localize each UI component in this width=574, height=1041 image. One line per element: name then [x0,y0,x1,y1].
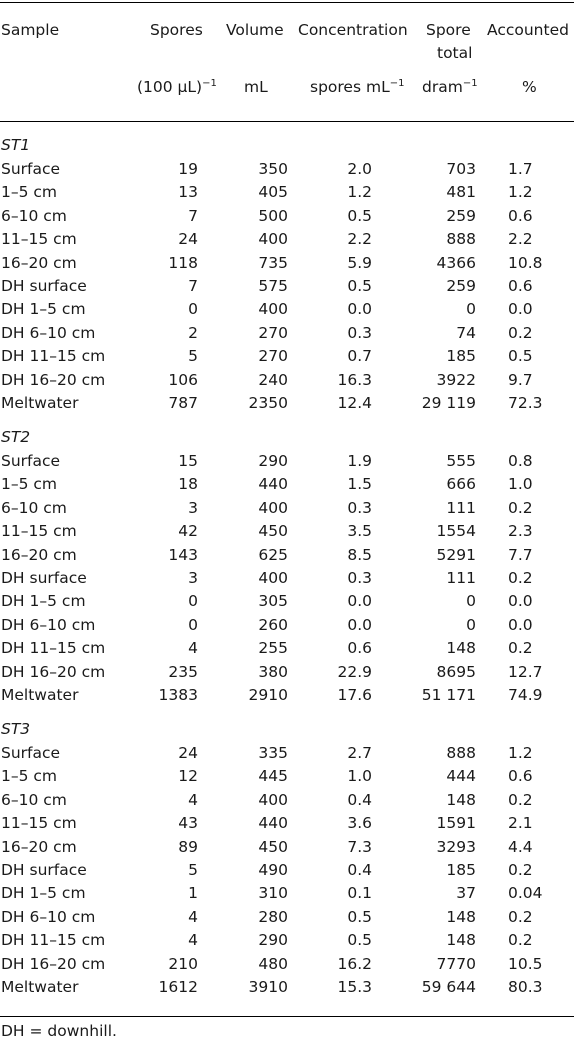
cell-volume: 290 [258,931,288,950]
cell-concentration: 0.4 [347,790,372,809]
cell-spore-total: 0 [466,300,476,319]
header-concentration: Concentration [298,21,408,39]
cell-sample: 6–10 cm [1,498,67,517]
cell-spores: 210 [168,954,198,973]
cell-sample: Surface [1,744,61,762]
cell-accounted: 0.2 [508,861,533,879]
table-row [0,766,574,789]
cell-accounted: 0.2 [508,498,533,517]
cell-sample: DH 6–10 cm [1,615,96,634]
cell-spore-total: 1554 [436,522,476,541]
cell-sample: DH 1–5 cm [1,884,86,903]
unit-concentration [310,77,404,97]
table-row [0,813,574,836]
unit-volume: mL [244,78,268,96]
cell-accounted: 0.0 [508,300,533,319]
cell-spore-total: 51 171 [421,686,476,704]
unit-spores [137,77,217,97]
cell-volume: 270 [258,323,288,342]
table-top-rule [0,2,574,3]
table-footnote: DH = downhill. [1,1022,117,1040]
cell-concentration: 0.5 [347,931,372,950]
cell-spores: 5 [188,347,198,366]
cell-sample: DH 11–15 cm [1,931,106,950]
cell-spore-total: 4366 [436,253,476,272]
table-row [0,907,574,930]
cell-spore-total: 5291 [436,545,476,564]
cell-spore-total: 259 [446,277,476,295]
cell-concentration: 1.9 [347,452,372,470]
cell-spores: 118 [168,253,198,272]
cell-accounted: 0.5 [508,347,533,366]
cell-spore-total: 555 [446,452,476,470]
cell-spore-total: 8695 [436,662,476,681]
cell-accounted: 1.2 [508,183,533,202]
table-row [0,837,574,860]
cell-accounted: 0.2 [508,569,533,587]
cell-spore-total: 444 [446,767,476,786]
cell-sample: DH 6–10 cm [1,323,96,342]
cell-spores: 43 [178,814,198,833]
cell-concentration: 0.0 [347,592,372,611]
cell-accounted: 0.2 [508,323,533,342]
cell-sample: 6–10 cm [1,206,67,225]
cell-accounted: 2.2 [508,230,533,249]
cell-spores: 18 [178,475,198,494]
cell-accounted: 0.2 [508,790,533,809]
cell-spore-total: 148 [446,790,476,809]
cell-volume: 240 [258,370,288,389]
unit-accounted: % [522,78,537,96]
cell-volume: 500 [258,206,288,225]
cell-spore-total: 185 [446,861,476,879]
cell-volume: 350 [258,160,288,178]
table-row [0,883,574,906]
cell-spores: 7 [188,277,198,295]
cell-volume: 335 [258,744,288,762]
cell-spores: 0 [188,300,198,319]
cell-spores: 1383 [158,686,198,704]
cell-sample: DH surface [1,277,87,295]
cell-spores: 0 [188,615,198,634]
cell-accounted: 0.2 [508,639,533,658]
cell-volume: 290 [258,452,288,470]
cell-sample: 6–10 cm [1,790,67,809]
cell-concentration: 16.2 [337,954,372,973]
table-row [0,498,574,521]
cell-spore-total: 148 [446,907,476,926]
table-row [0,743,574,766]
cell-volume: 405 [258,183,288,202]
cell-spore-total: 59 644 [421,978,476,996]
table-row [0,685,574,708]
table-row [0,591,574,614]
cell-spores: 143 [168,545,198,564]
cell-accounted: 9.7 [508,370,533,389]
table-row [0,662,574,685]
cell-sample: DH 11–15 cm [1,347,106,366]
cell-spore-total: 481 [446,183,476,202]
cell-volume: 440 [258,475,288,494]
unit-concentration-text: spores mL [310,78,390,96]
cell-accounted: 0.6 [508,277,533,295]
cell-concentration: 0.5 [347,206,372,225]
cell-accounted: 0.2 [508,907,533,926]
cell-concentration: 0.3 [347,569,372,587]
cell-accounted: 0.6 [508,206,533,225]
cell-spores: 4 [188,790,198,809]
cell-spore-total: 29 119 [421,394,476,412]
cell-spores: 4 [188,931,198,950]
cell-concentration: 0.6 [347,639,372,658]
cell-concentration: 0.7 [347,347,372,366]
cell-volume: 2350 [248,394,288,412]
cell-spore-total: 703 [446,160,476,178]
cell-spore-total: 3293 [436,837,476,856]
cell-accounted: 1.2 [508,744,533,762]
cell-spores: 2 [188,323,198,342]
cell-concentration: 8.5 [347,545,372,564]
cell-sample: 1–5 cm [1,767,58,786]
cell-sample: 1–5 cm [1,475,58,494]
table-bottom-rule [0,1016,574,1017]
cell-sample: Surface [1,160,61,178]
cell-concentration: 16.3 [337,370,372,389]
table-row [0,568,574,591]
cell-spore-total: 111 [446,498,476,517]
cell-volume: 380 [258,662,288,681]
cell-sample: 16–20 cm [1,837,77,856]
cell-sample: 11–15 cm [1,230,77,249]
cell-concentration: 7.3 [347,837,372,856]
table-row [0,930,574,953]
table-row [0,206,574,229]
cell-spores: 1 [188,884,198,903]
cell-concentration: 1.5 [347,475,372,494]
cell-spore-total: 148 [446,639,476,658]
cell-accounted: 74.9 [508,686,543,704]
header-volume: Volume [226,21,284,39]
cell-spores: 19 [178,160,198,178]
cell-concentration: 3.6 [347,814,372,833]
cell-spores: 4 [188,639,198,658]
cell-spore-total: 0 [466,592,476,611]
cell-volume: 440 [258,814,288,833]
cell-spores: 7 [188,206,198,225]
cell-accounted: 1.7 [508,160,533,178]
cell-volume: 450 [258,522,288,541]
section-title-st1: ST1 [1,136,31,154]
cell-volume: 305 [258,592,288,611]
cell-spore-total: 1591 [436,814,476,833]
table-row [0,393,574,416]
cell-spore-total: 3922 [436,370,476,389]
unit-spore-total-text: dram [422,78,463,96]
table-row [0,276,574,299]
cell-sample: 11–15 cm [1,814,77,833]
cell-concentration: 12.4 [337,394,372,412]
cell-accounted: 4.4 [508,837,533,856]
cell-concentration: 2.7 [347,744,372,762]
cell-sample: 1–5 cm [1,183,58,202]
cell-concentration: 2.2 [347,230,372,249]
cell-volume: 2910 [248,686,288,704]
cell-accounted: 0.0 [508,615,533,634]
cell-volume: 575 [258,277,288,295]
cell-sample: DH 16–20 cm [1,662,106,681]
cell-sample: 11–15 cm [1,522,77,541]
table-header-rule [0,121,574,122]
unit-spores-text: (100 μL) [137,78,203,96]
table-row [0,323,574,346]
cell-concentration: 0.5 [347,907,372,926]
cell-spore-total: 259 [446,206,476,225]
cell-volume: 400 [258,230,288,249]
cell-spores: 235 [168,662,198,681]
cell-volume: 735 [258,253,288,272]
cell-concentration: 3.5 [347,522,372,541]
header-accounted: Accounted [487,21,569,39]
unit-spore-total-exp: −1 [462,78,478,89]
cell-spores: 12 [178,767,198,786]
cell-accounted: 0.6 [508,767,533,786]
cell-concentration: 0.3 [347,323,372,342]
cell-spore-total: 37 [456,884,476,903]
table-row [0,790,574,813]
table-row [0,159,574,182]
cell-accounted: 2.3 [508,522,533,541]
cell-concentration: 15.3 [337,978,372,996]
cell-concentration: 2.0 [347,160,372,178]
cell-volume: 400 [258,300,288,319]
table-row [0,451,574,474]
cell-sample: DH surface [1,861,87,879]
cell-concentration: 0.5 [347,277,372,295]
cell-spores: 3 [188,569,198,587]
cell-spores: 106 [168,370,198,389]
cell-spore-total: 7770 [436,954,476,973]
cell-spore-total: 148 [446,931,476,950]
table-row [0,229,574,252]
cell-spore-total: 0 [466,615,476,634]
cell-spores: 24 [178,230,198,249]
cell-sample: 16–20 cm [1,545,77,564]
cell-volume: 400 [258,790,288,809]
cell-spores: 0 [188,592,198,611]
cell-sample: 16–20 cm [1,253,77,272]
table-row [0,253,574,276]
cell-concentration: 1.2 [347,183,372,202]
cell-volume: 270 [258,347,288,366]
header-spore-total-line2: total [437,44,473,62]
cell-concentration: 0.4 [347,861,372,879]
table-row [0,474,574,497]
cell-spores: 1612 [158,978,198,996]
cell-spore-total: 888 [446,230,476,249]
cell-sample: DH surface [1,569,87,587]
cell-accounted: 0.0 [508,592,533,611]
cell-accounted: 1.0 [508,475,533,494]
section-title-st2: ST2 [1,428,31,446]
cell-sample: DH 6–10 cm [1,907,96,926]
header-spore-total-line1: Spore [426,21,471,39]
cell-volume: 280 [258,907,288,926]
cell-volume: 400 [258,498,288,517]
table-row [0,638,574,661]
cell-concentration: 0.1 [347,884,372,903]
cell-sample: Meltwater [1,686,79,704]
cell-accounted: 10.8 [508,253,543,272]
cell-spore-total: 666 [446,475,476,494]
cell-sample: Surface [1,452,61,470]
cell-volume: 450 [258,837,288,856]
cell-accounted: 12.7 [508,662,543,681]
cell-accounted: 80.3 [508,978,543,996]
unit-concentration-exp: −1 [389,78,405,89]
table-row [0,370,574,393]
table-row [0,860,574,883]
cell-concentration: 5.9 [347,253,372,272]
cell-spore-total: 111 [446,569,476,587]
cell-concentration: 17.6 [337,686,372,704]
cell-spore-total: 888 [446,744,476,762]
cell-volume: 255 [258,639,288,658]
table-row [0,182,574,205]
cell-accounted: 0.04 [508,884,543,903]
cell-volume: 260 [258,615,288,634]
cell-accounted: 72.3 [508,394,543,412]
cell-concentration: 0.3 [347,498,372,517]
cell-concentration: 22.9 [337,662,372,681]
section-title-st3: ST3 [1,720,31,738]
table-row [0,545,574,568]
cell-sample: DH 1–5 cm [1,592,86,611]
cell-volume: 445 [258,767,288,786]
cell-volume: 3910 [248,978,288,996]
cell-spores: 42 [178,522,198,541]
cell-accounted: 0.2 [508,931,533,950]
cell-concentration: 0.0 [347,615,372,634]
cell-volume: 490 [258,861,288,879]
cell-spores: 787 [168,394,198,412]
header-sample: Sample [1,21,60,39]
cell-accounted: 2.1 [508,814,533,833]
table-row [0,346,574,369]
unit-spore-total [422,77,478,97]
cell-sample: Meltwater [1,394,79,412]
cell-sample: DH 11–15 cm [1,639,106,658]
table-row [0,977,574,1000]
cell-spores: 13 [178,183,198,202]
cell-sample: DH 16–20 cm [1,370,106,389]
table-row [0,954,574,977]
cell-spore-total: 185 [446,347,476,366]
cell-accounted: 10.5 [508,954,543,973]
cell-spore-total: 74 [456,323,476,342]
cell-volume: 310 [258,884,288,903]
cell-volume: 400 [258,569,288,587]
cell-volume: 480 [258,954,288,973]
cell-spores: 5 [188,861,198,879]
cell-volume: 625 [258,545,288,564]
cell-accounted: 7.7 [508,545,533,564]
cell-sample: DH 1–5 cm [1,300,86,319]
cell-spores: 15 [178,452,198,470]
cell-sample: DH 16–20 cm [1,954,106,973]
cell-spores: 3 [188,498,198,517]
table-row [0,521,574,544]
table-row [0,299,574,322]
cell-sample: Meltwater [1,978,79,996]
unit-spores-exp: −1 [202,78,217,89]
cell-spores: 24 [178,744,198,762]
cell-spores: 4 [188,907,198,926]
cell-concentration: 0.0 [347,300,372,319]
cell-spores: 89 [178,837,198,856]
cell-accounted: 0.8 [508,452,533,470]
table-row [0,615,574,638]
header-spores: Spores [150,21,203,39]
cell-concentration: 1.0 [347,767,372,786]
